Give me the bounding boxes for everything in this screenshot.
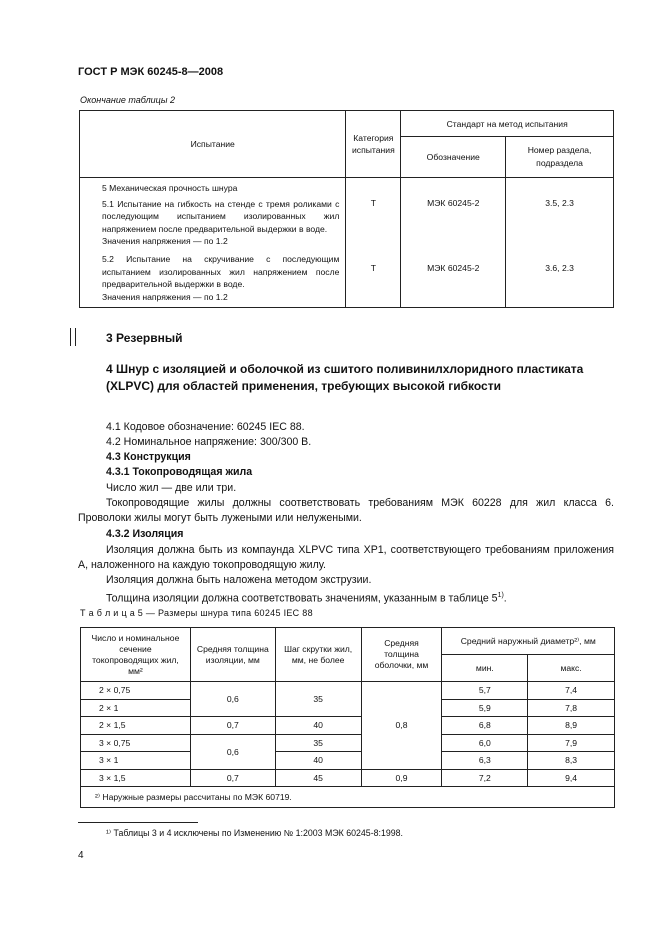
table-row — [81, 752, 615, 770]
t5-sheath: 0,8 — [361, 682, 442, 770]
row2-voltage: Значения напряжения — по 1.2 — [102, 291, 228, 302]
t5-min: 5,7 — [442, 682, 528, 700]
table-2 — [79, 110, 614, 308]
table2-caption: Окончание таблицы 2 — [80, 95, 175, 105]
row1-section: 3.5, 2.3 — [545, 198, 574, 208]
t5-min: 6,3 — [442, 752, 528, 770]
para-thickness-sup: 1) — [497, 592, 504, 599]
para-thickness-text: Толщина изоляции должна соответствовать значениям, указанным в таблице 5 — [106, 592, 498, 605]
t5-pitch: 40 — [275, 717, 361, 735]
para-4-1: 4.1 Кодовое обозначение: 60245 IEC 88. — [106, 421, 305, 433]
t5-size: 2 × 1,5 — [81, 717, 191, 735]
t5-size: 3 × 0,75 — [81, 734, 191, 752]
table2-designation-cell — [401, 178, 506, 308]
t5-ins: 0,7 — [190, 717, 275, 735]
col-test-header: Испытание — [80, 111, 346, 178]
footnote-divider — [78, 822, 198, 823]
table2-category-cell — [346, 178, 401, 308]
table-row — [81, 734, 615, 752]
t5-min: 6,0 — [442, 734, 528, 752]
table2-row-text-cell — [80, 178, 346, 308]
para-4-3-1: 4.3.1 Токопроводящая жила — [106, 466, 253, 478]
t5-min: 6,8 — [442, 717, 528, 735]
t5-pitch: 35 — [275, 734, 361, 752]
row1-category: Т — [370, 198, 376, 208]
t5-pitch: 40 — [275, 752, 361, 770]
t5-max: 7,4 — [528, 682, 615, 700]
table5-caption-prefix: Т а б л и ц а 5 — [80, 608, 144, 618]
row1-designation: МЭК 60245-2 — [427, 198, 480, 208]
t5-min: 5,9 — [442, 699, 528, 717]
para-cores: Число жил — две или три. — [106, 482, 237, 494]
para-insulation: Изоляция должна быть из компаунда XLPVC типа ХР1, соответствующего требованиям приложения А, наложенного на каждую токопроводящую жилу. — [78, 544, 614, 572]
table2-section-cell — [506, 178, 614, 308]
t5-min: 7,2 — [442, 769, 528, 787]
t5-pitch: 35 — [275, 682, 361, 717]
table5-caption — [80, 608, 313, 618]
t5-header-pitch: Шаг скрутки жил, мм, не более — [275, 628, 361, 682]
table-row — [81, 717, 615, 735]
col-standard-header: Стандарт на метод испытания — [401, 111, 614, 137]
para-extrusion: Изоляция должна быть наложена методом экструзии. — [106, 574, 372, 586]
t5-header-max: макс. — [528, 655, 615, 682]
t5-header-diam: Средний наружный диаметр²⁾, мм — [442, 628, 615, 655]
t5-max: 9,4 — [528, 769, 615, 787]
change-bar — [70, 328, 76, 346]
para-thickness — [106, 588, 507, 607]
page-number: 4 — [78, 850, 84, 861]
col-section-header: Номер раздела, подраздела — [506, 137, 614, 178]
row1-voltage: Значения напряжения — по 1.2 — [102, 236, 228, 247]
para-thickness-end: . — [503, 592, 507, 605]
para-4-3-2: 4.3.2 Изоляция — [106, 528, 184, 540]
row-heading: 5 Механическая прочность шнура — [102, 183, 238, 193]
t5-max: 8,3 — [528, 752, 615, 770]
t5-ins: 0,7 — [190, 769, 275, 787]
footnote: ¹⁾ Таблицы 3 и 4 исключены по Изменению № 1:2003 МЭК 60245-8:1998. — [106, 828, 403, 838]
document-header: ГОСТ Р МЭК 60245-8—2008 — [78, 66, 224, 78]
section-3-title: 3 Резервный — [106, 331, 183, 345]
t5-max: 8,9 — [528, 717, 615, 735]
section-4-title: 4 Шнур с изоляцией и оболочкой из сшитого поливинилхлоридного пластиката (XLPVC) для областей применения, требующих высокой гибкости — [106, 362, 584, 393]
table-5 — [80, 627, 615, 808]
table5-caption-rest: — Размеры шнура типа 60245 IEC 88 — [143, 608, 313, 618]
t5-ins: 0,6 — [190, 682, 275, 717]
col-designation-header: Обозначение — [401, 137, 506, 178]
para-4-3: 4.3 Конструкция — [106, 451, 191, 463]
row2-section: 3.6, 2.3 — [545, 263, 574, 273]
table-row — [81, 682, 615, 700]
t5-pitch: 45 — [275, 769, 361, 787]
t5-header-min: мин. — [442, 655, 528, 682]
col-category-header: Категория испытания — [346, 111, 401, 178]
t5-header-ins: Средняя толщина изоляции, мм — [190, 628, 275, 682]
row2-designation: МЭК 60245-2 — [427, 263, 480, 273]
t5-size: 2 × 1 — [81, 699, 191, 717]
para-4-2: 4.2 Номинальное напряжение: 300/300 В. — [106, 436, 312, 448]
t5-max: 7,9 — [528, 734, 615, 752]
t5-sheath: 0,9 — [361, 769, 442, 787]
row2-text: 5.2 Испытание на скручивание с последующим испытанием изолированных жил напряжением после предварительной выдержки в воде. — [102, 253, 340, 290]
table-row — [81, 769, 615, 787]
row1-text: 5.1 Испытание на гибкость на стенде с тремя роликами с последующим испытанием изолированных жил напряжением после предварительной выдержки в воде. — [102, 198, 340, 234]
t5-header-sheath: Средняя толщина оболочки, мм — [361, 628, 442, 682]
t5-max: 7,8 — [528, 699, 615, 717]
t5-size: 2 × 0,75 — [81, 682, 191, 700]
para-conductors: Токопроводящие жилы должны соответствовать требованиям МЭК 60228 для жил класса 6. Проволоки жилы могут быть лужеными или нелужеными. — [78, 497, 614, 525]
t5-size: 3 × 1 — [81, 752, 191, 770]
t5-size: 3 × 1,5 — [81, 769, 191, 787]
row2-category: Т — [370, 263, 376, 273]
t5-note: ²⁾ Наружные размеры рассчитаны по МЭК 60719. — [81, 787, 615, 808]
t5-ins: 0,6 — [190, 734, 275, 769]
t5-header-size: Число и номинальное сечение токопроводящих жил, мм² — [81, 628, 191, 682]
